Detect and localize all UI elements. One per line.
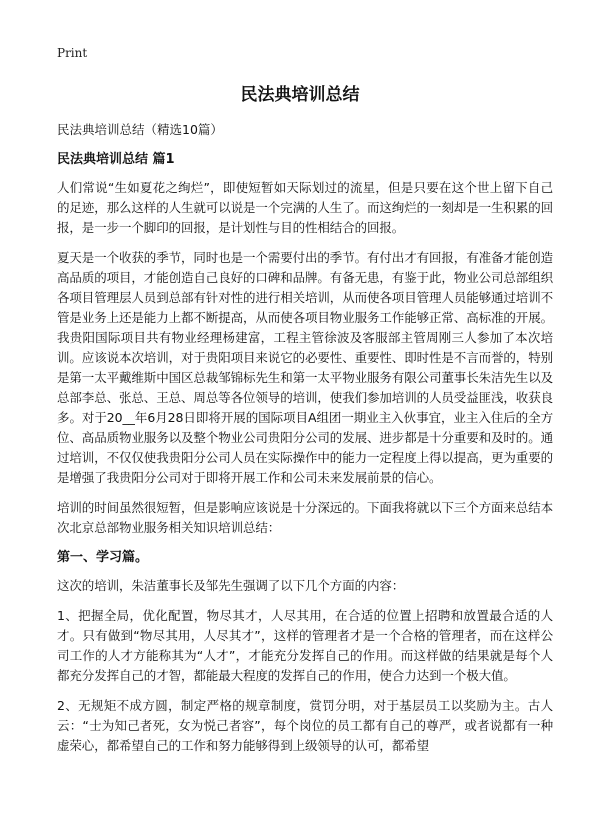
document-subtitle: 民法典培训总结（精选10篇） <box>57 122 223 137</box>
section-heading: 民法典培训总结 篇1 <box>57 152 175 167</box>
paragraph: 2、无规矩不成方圆，制定严格的规章制度，赏罚分明，对于基层员工以奖励为主。古人云：“士为知己者死，女为悦己者容”，每个岗位的员工都有自己的尊严，或者说都有一种虚荣心，都希望自己的工作和努力能够得到上级领导的认可，都希望 <box>57 698 553 753</box>
subheading: 第一、学习篇。 <box>57 550 149 565</box>
page-title: 民法典培训总结 <box>240 85 360 105</box>
print-link[interactable]: Print <box>57 46 88 60</box>
paragraph: 培训的时间虽然很短暂，但是影响应该说是十分深远的。下面我将就以下三个方面来总结本次北京总部物业服务相关知识培训总结： <box>57 500 554 535</box>
paragraph: 人们常说“生如夏花之绚烂”，即使短暂如天际划过的流星，但是只要在这个世上留下自己的足迹，那么这样的人生就可以说是一个完满的人生了。而这绚烂的一刻却是一生积累的回报，是一步一个脚印的回报，是计划性与目的性相结合的回报。 <box>57 180 554 235</box>
document-body <box>57 120 553 766</box>
paragraph: 1、把握全局，优化配置，物尽其才，人尽其用，在合适的位置上招聘和放置最合适的人才。只有做到“物尽其用，人尽其才”，这样的管理者才是一个合格的管理者，而在这样公司工作的人才方能称其为“人才”，才能充分发挥自己的作用。而这样做的结果就是每个人都充分发挥自己的才智，都能最大程度的发挥自己的作用，使合力达到一个极大值。 <box>57 608 553 683</box>
paragraph: 这次的培训，朱洁董事长及邹先生强调了以下几个方面的内容： <box>57 578 405 593</box>
paragraph: 夏天是一个收获的季节，同时也是一个需要付出的季节。有付出才有回报，有准备才能创造高品质的项目，才能创造自己良好的口碑和品牌。有备无患，有鉴于此，物业公司总部组织各项目管理层人员到总部有针对性的进行相关培训，从而使各项目管理人员能够通过培训不管是业务上还是能力上都不断提高，从而使各项目物业服务工作能够正常、高标准的开展。我贵阳国际项目共有物业经理杨建富，工程主管徐波及客服部主管周刚三人参加了本次培训。应该说本次培训，对于贵阳项目来说它的必要性、重要性、即时性是不言而誉的，特别是第一太平戴维斯中国区总裁邹锦标先生和第一太平物业服务有限公司董事长朱洁先生以及总部李总、张总、王总、周总等各位领导的培训，使我们参加培训的人员受益匪浅，收获良多。对于20__年6月28日即将开展的国际项目A组团一期业主入伙事宜，业主入住后的全方位、高品质物业服务以及整个物业公司贵阳分公司的发展、进步都是十分重要和及时的。通过培训，不仅仅使我贵阳分公司人员在实际操作中的能力一定程度上得以提高，更为重要的是增强了我贵阳分公司对于即将开展工作和公司未来发展前景的信心。 <box>57 250 554 485</box>
